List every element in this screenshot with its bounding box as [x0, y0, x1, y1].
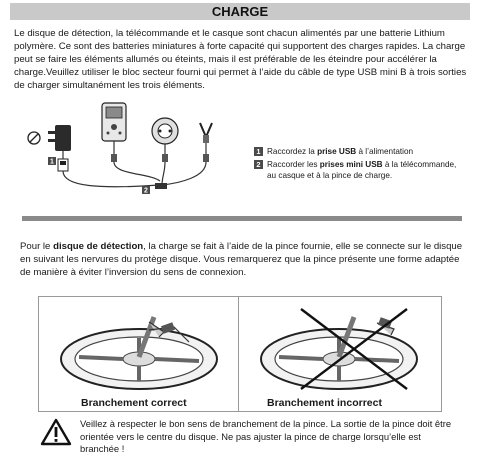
step-2 [254, 159, 457, 181]
warning-text: Veillez à respecter le bon sens de branchement de la pince. La sortie de la pince doit être orientée vers le centre du disque. Ne pas ajuster la pince de charge lorsqu’elle est branchée ! [80, 418, 452, 454]
diagram-label-one: 1 [50, 158, 54, 166]
step-text: Raccordez la prise USB à l’alimentation [267, 147, 414, 156]
step-1 [254, 146, 457, 157]
usb-plug-icon [58, 159, 68, 171]
charging-steps [254, 146, 457, 183]
connection-comparison-panel [38, 296, 442, 412]
panel-divider [238, 297, 239, 411]
section-header [10, 3, 470, 20]
section-title: CHARGE [211, 4, 269, 19]
caption-incorrect: Branchement incorrect [267, 397, 382, 409]
comparison-illustration [39, 297, 441, 397]
charging-clamp-icon [200, 123, 212, 143]
caption-correct: Branchement correct [81, 397, 187, 409]
no-plug-icon [28, 132, 40, 144]
section-divider [22, 216, 462, 221]
charging-diagram [20, 97, 245, 197]
headset-icon [152, 118, 178, 144]
diagram-label-two: 2 [144, 187, 148, 195]
step-number: 2 [254, 160, 263, 169]
disc-paragraph: Pour le disque de détection, la charge se fait à l’aide de la pince fournie, elle se connecte sur le disque en suivant les nervures du protège disque. Vous remarquerez que la pince présente une forme adaptée de manière à éviter l’inversion du sens de connexion. [20, 241, 463, 278]
step-number: 1 [254, 147, 263, 156]
remote-control-icon [102, 103, 126, 141]
warning-icon [40, 418, 72, 446]
disc-correct-illustration [61, 317, 217, 389]
power-adapter-icon [48, 125, 71, 151]
intro-paragraph: Le disque de détection, la télécommande et le casque sont chacun alimentés par une batterie Lithium polymère. Ce sont des batteries miniatures à forte capacité qui supportent des charges rapides. La charge peut se faire les éléments allumés ou éteints, mais il est préférable de les éteindre pour accélérer la charge.Veuillez utiliser le bloc secteur fourni qui permet à l’aide du câble de type USB mini B à trois sorties de charger simultanément les trois éléments. [14, 28, 467, 91]
step-text: Raccorder les prises mini USB à la télécommande, au casque et à la pince de charge. [267, 160, 457, 180]
